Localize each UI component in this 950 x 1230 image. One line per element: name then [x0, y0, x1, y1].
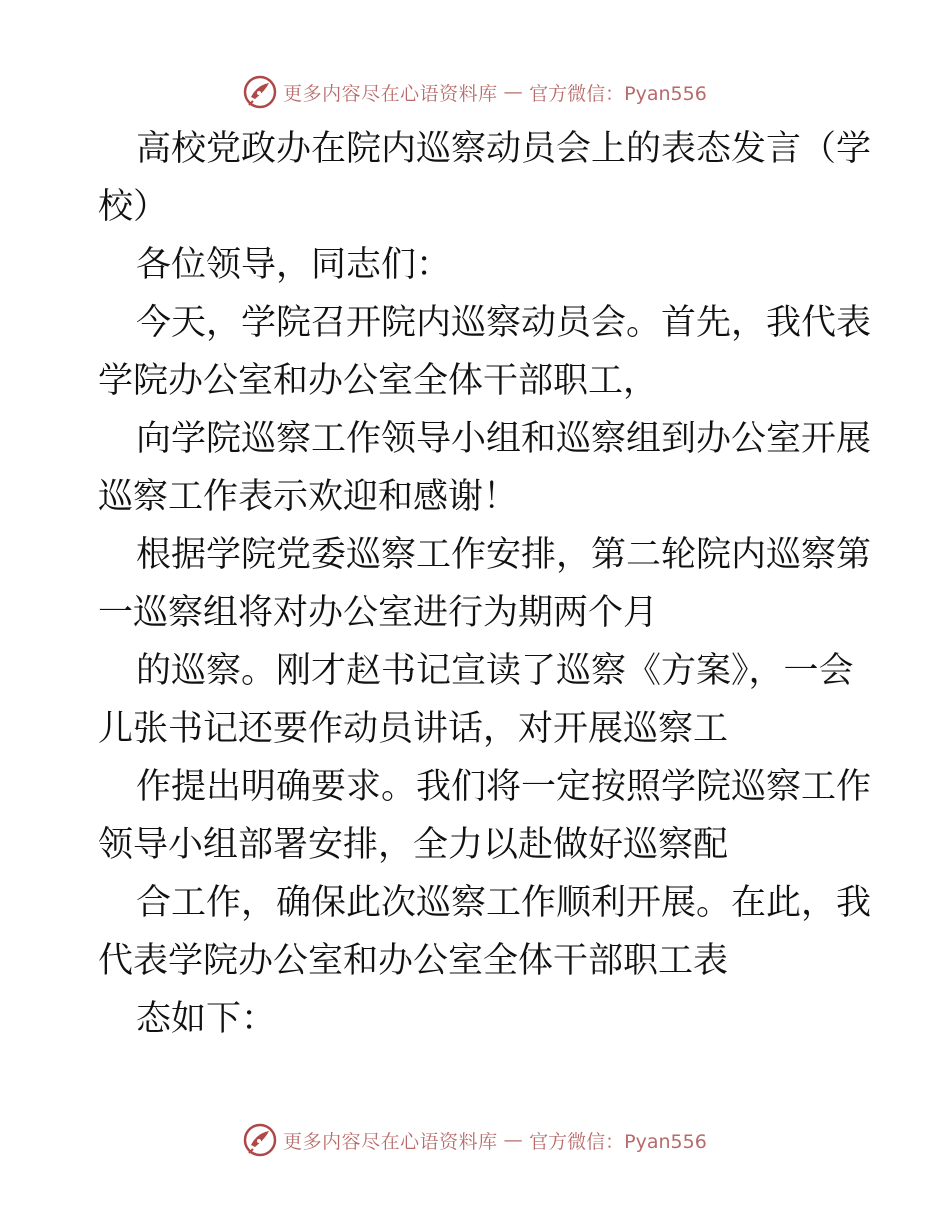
body-line: 根据学院党委巡察工作安排，第二轮院内巡察第 [136, 535, 872, 575]
body-line: 学院办公室和办公室全体干部职工， [98, 361, 659, 401]
watermark-banner [243, 75, 707, 109]
title-line-1: 高校党政办在院内巡察动员会上的表态发言（学 [136, 129, 872, 169]
pen-logo-icon [243, 1123, 277, 1157]
watermark-wechat-text: 官方微信：Pyan556 [529, 1130, 707, 1153]
watermark-site-text: 更多内容尽在心语资料库 [283, 82, 498, 105]
body-line: 态如下： [136, 999, 277, 1039]
pen-logo-icon [243, 75, 277, 109]
body-line: 向学院巡察工作领导小组和巡察组到办公室开展 [136, 419, 872, 459]
document-body [98, 120, 872, 1048]
title-line-2: 校） [98, 187, 169, 227]
body-line: 巡察工作表示欢迎和感谢！ [98, 477, 519, 517]
body-line: 的巡察。刚才赵书记宣读了巡察《方案》，一会 [136, 651, 854, 691]
watermark-separator: — [503, 1129, 524, 1151]
body-line: 合工作，确保此次巡察工作顺利开展。在此，我 [136, 883, 872, 923]
footer-watermark [0, 1118, 950, 1162]
body-line: 领导小组部署安排，全力以赴做好巡察配 [98, 825, 729, 865]
watermark-site-text: 更多内容尽在心语资料库 [283, 1130, 498, 1153]
watermark-separator: — [503, 81, 524, 103]
body-line: 今天，学院召开院内巡察动员会。首先，我代表 [136, 303, 872, 343]
body-line: 一巡察组将对办公室进行为期两个月 [98, 593, 659, 633]
watermark-banner [243, 1123, 707, 1157]
salutation: 各位领导，同志们： [136, 245, 452, 285]
body-line: 儿张书记还要作动员讲话，对开展巡察工 [98, 709, 729, 749]
header-watermark [0, 70, 950, 114]
body-line: 作提出明确要求。我们将一定按照学院巡察工作 [136, 767, 872, 807]
watermark-wechat-text: 官方微信：Pyan556 [529, 82, 707, 105]
body-line: 代表学院办公室和办公室全体干部职工表 [98, 941, 729, 981]
